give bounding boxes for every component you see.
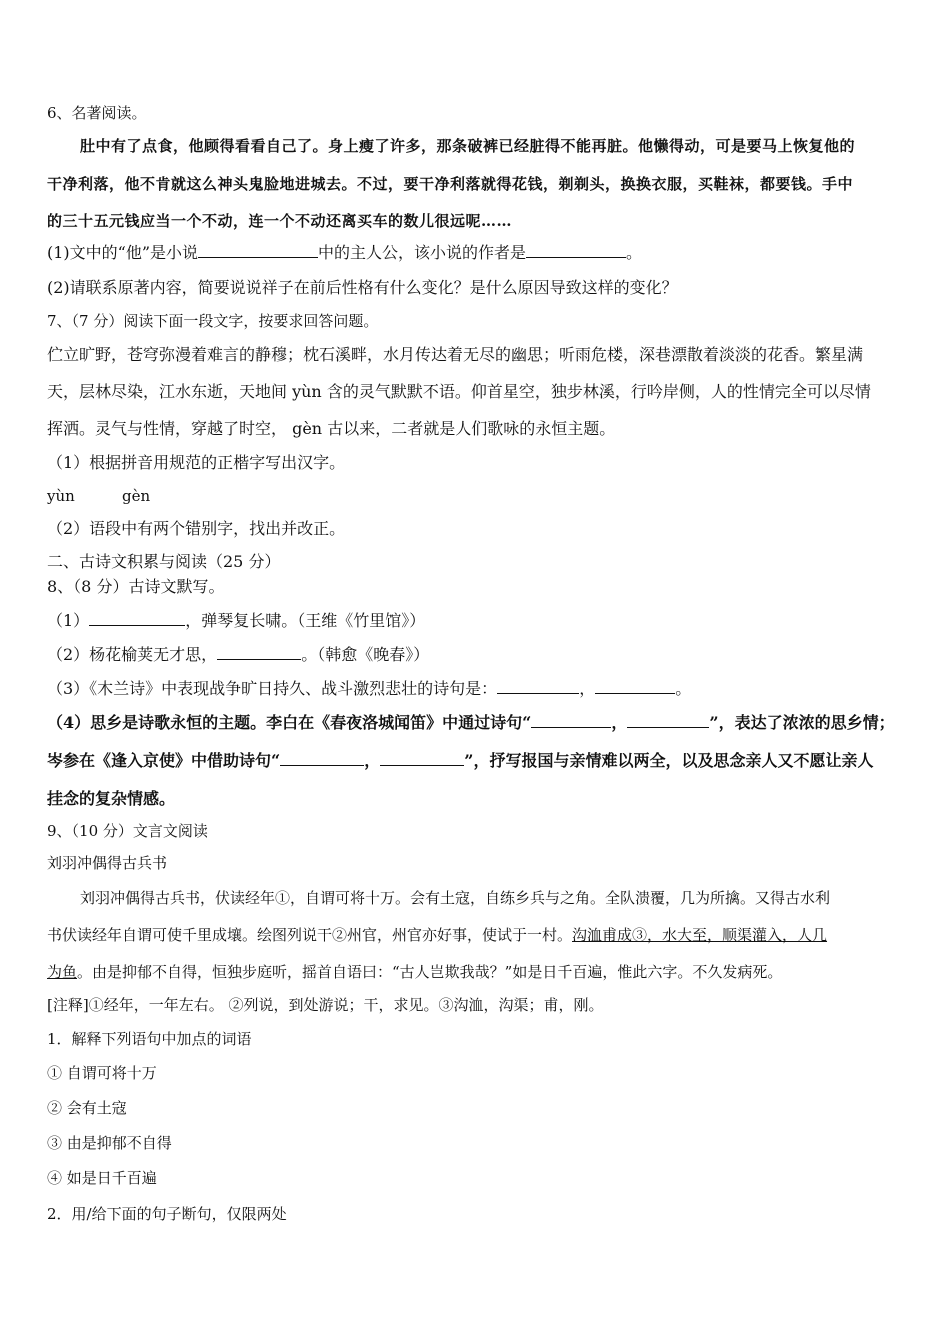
q9-passage-line-3 [47,962,782,982]
q6-s1-text-b: 中的主人公，该小说的作者是 [318,243,527,262]
section-2-heading: 二、古诗文积累与阅读（25 分） [47,552,281,571]
q9-word-4: ④ 如是日千百遍 [47,1169,157,1187]
q9-p3-underlined: 为鱼 [47,963,78,981]
answer-blank[interactable] [280,751,364,766]
q8-item-4-line-2 [47,751,873,771]
q8-title: 8、（8 分）古诗文默写。 [47,577,225,596]
q6-s1-text-c: 。 [626,243,643,262]
q9-passage-title: 刘羽冲偶得古兵书 [47,854,168,872]
q7-pinyin-gen: gèn [122,487,151,505]
q8-item-1 [47,611,425,631]
q9-p3-text: 。由是抑郁不自得，恒独步庭听，摇首自语曰：“古人岂欺我哉？”如是日千百遍，惟此六字。不久发病死。 [77,963,783,981]
q6-passage-line-2: 干净利落，他不肯就这么神头鬼脸地进城去。不过，要干净利落就得花钱，剃剃头，换换衣服，买鞋袜，都要钱。手中 [47,175,854,193]
q8-4-text-a: （4）思乡是诗歌永恒的主题。李白在《春夜洛城闻笛》中通过诗句“ [47,713,532,732]
answer-blank[interactable] [198,243,318,258]
q7-passage-line-1: 伫立旷野，苍穹弥漫着难言的静穆；枕石溪畔，水月传达着无尽的幽思；听雨危楼，深巷漂散着淡淡的花香。繁星满 [47,345,864,364]
q8-4-text-c: ”，表达了浓浓的思乡情； [709,713,895,732]
answer-blank[interactable] [89,611,185,626]
q9-notes: [注释]①经年，一年左右。 ②列说，到处游说；干，求见。③沟洫，沟渠；甫，刚。 [47,996,604,1014]
q6-passage-line-3: 的三十五元钱应当一个不动，连一个不动还离买车的数儿很远呢…… [47,212,513,230]
q7-subquestion-1: （1）根据拼音用规范的正楷字写出汉字。 [47,453,346,472]
q9-item-1: 1．解释下列语句中加点的词语 [47,1030,252,1048]
q8-1-text-a: （1） [47,611,90,630]
q9-p2-underlined: 沟洫甫成③，水大至，顺渠灌入，人几 [572,926,828,944]
q9-p2-text: 书伏读经年自谓可使千里成壤。绘图列说干②州官，州官亦好事，使试于一村。 [47,926,573,944]
q6-subquestion-2: (2)请联系原著内容，简要说说祥子在前后性格有什么变化？是什么原因导致这样的变化？ [47,278,678,297]
q7-passage-line-3: 挥洒。灵气与性情，穿越了时空， gèn 古以来，二者就是人们歌咏的永恒主题。 [47,419,616,438]
q7-passage-line-2: 天，层林尽染，江水东逝，天地间 yùn 含的灵气默默不语。仰首星空，独步林溪，行吟岸侧，人的性情完全可以尽情 [47,382,871,401]
answer-blank[interactable] [526,243,626,258]
q9-word-3: ③ 由是抑郁不自得 [47,1134,172,1152]
answer-blank[interactable] [627,713,709,728]
q9-title: 9、（10 分）文言文阅读 [47,822,208,840]
q8-1-text-b: ，弹琴复长啸。（王维《竹里馆》） [185,611,426,630]
answer-blank[interactable] [380,751,464,766]
q8-item-3 [47,679,691,699]
answer-blank[interactable] [595,679,675,694]
q8-2-text-a: （2）杨花榆荚无才思， [47,645,218,664]
q8-4-text-e: ， [364,751,381,770]
q7-title: 7、（7 分）阅读下面一段文字，按要求回答问题。 [47,312,379,330]
q7-subquestion-2: （2）语段中有两个错别字，找出并改正。 [47,519,346,538]
answer-blank[interactable] [531,713,611,728]
q9-word-1: ① 自谓可将十万 [47,1064,157,1082]
q8-3-text-b: ， [579,679,596,698]
q8-4-text-b: ， [611,713,628,732]
q6-s1-text-a: (1)文中的“他”是小说 [47,243,199,262]
q9-passage-line-2 [47,925,827,945]
q6-subquestion-1 [47,243,642,263]
q8-item-2 [47,645,429,665]
q8-4-text-f: ”，抒写报国与亲情难以两全，以及思念亲人又不愿让亲人 [464,751,874,770]
answer-blank[interactable] [497,679,579,694]
q8-3-text-a: （3）《木兰诗》中表现战争旷日持久、战斗激烈悲壮的诗句是： [47,679,498,698]
q8-item-4-line-3: 挂念的复杂情感。 [47,789,176,808]
q8-4-text-d: 岑参在《逢入京使》中借助诗句“ [47,751,281,770]
q8-item-4-line-1 [47,713,895,733]
q8-2-text-b: 。（韩愈《晚春》） [301,645,430,664]
q6-title: 6、名著阅读。 [47,104,147,122]
q8-3-text-c: 。 [675,679,692,698]
q6-passage-line-1: 肚中有了点食，他顾得看看自己了。身上瘦了许多，那条破裤已经脏得不能再脏。他懒得动，可是要马上恢复他的 [80,137,856,155]
q9-item-2: 2．用/给下面的句子断句，仅限两处 [47,1205,287,1223]
answer-blank[interactable] [217,645,301,660]
q7-pinyin-yun: yùn [47,487,75,505]
q9-word-2: ② 会有土寇 [47,1099,127,1117]
q9-passage-line-1: 刘羽冲偶得古兵书，伏读经年①，自谓可将十万。会有土寇，自练乡兵与之角。全队溃覆，几为所擒。又得古水利 [80,889,831,907]
